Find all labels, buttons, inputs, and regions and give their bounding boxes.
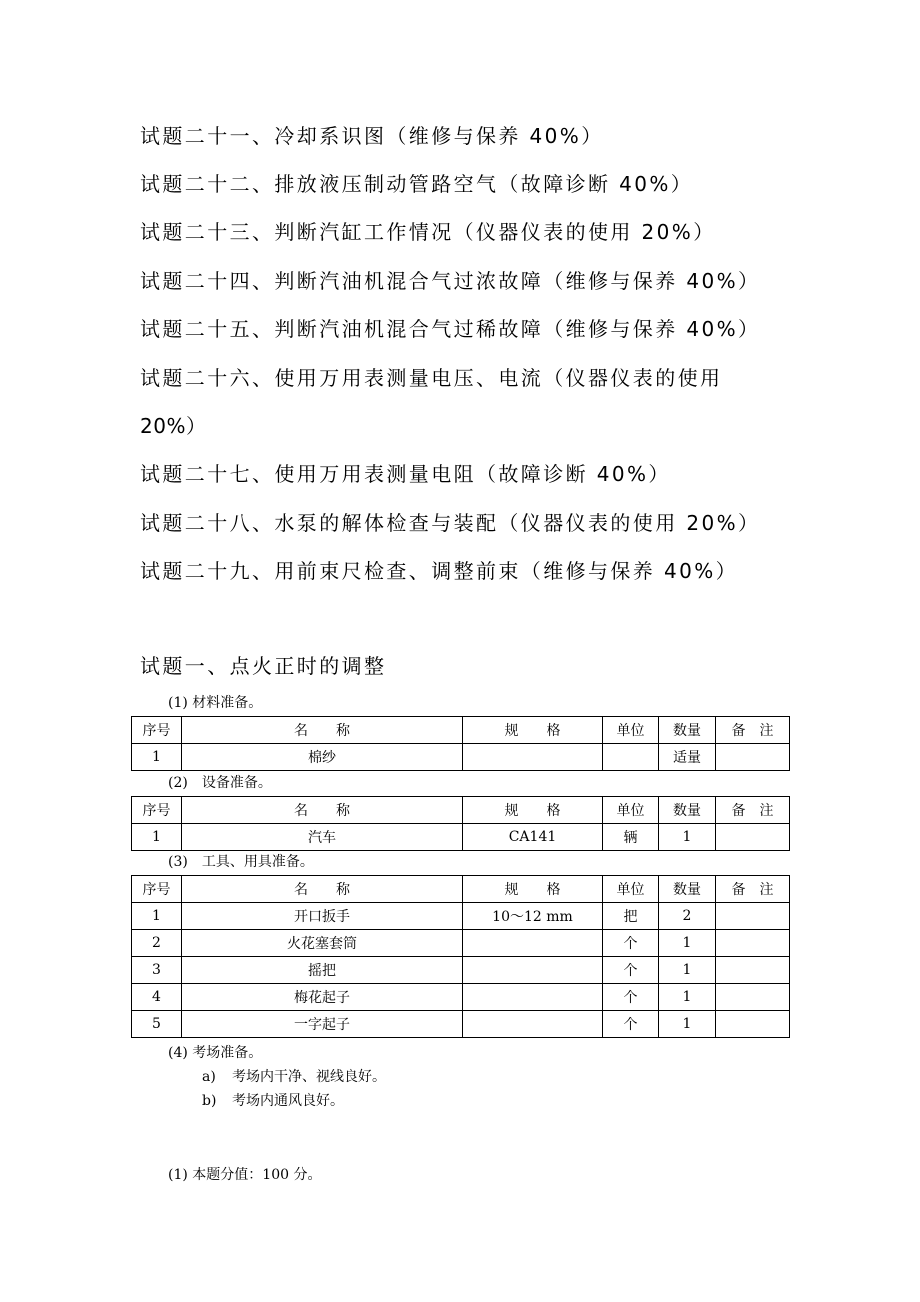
venue-label: (4) 考场准备。 (168, 1045, 263, 1061)
table-cell (716, 903, 790, 930)
section-title: 试题一、点火正时的调整 (140, 654, 387, 678)
table-cell: 个 (603, 957, 659, 984)
table-header-row (132, 876, 790, 903)
table-cell (463, 930, 603, 957)
header-cell: 单位 (603, 717, 659, 744)
topic-28: 试题二十八、水泵的解体检查与装配（仪器仪表的使用 20%） (140, 511, 761, 535)
table-header-row (132, 797, 790, 824)
header-cell: 序号 (132, 876, 182, 903)
table-cell: 3 (132, 957, 182, 984)
venue-item-marker: a) (202, 1069, 216, 1085)
table-cell: 1 (132, 903, 182, 930)
table-cell: 适量 (659, 744, 716, 771)
header-cell: 规 格 (463, 876, 603, 903)
topic-23: 试题二十三、判断汽缸工作情况（仪器仪表的使用 20%） (140, 220, 716, 244)
table-cell: 1 (659, 824, 716, 851)
venue-item-text: 考场内干净、视线良好。 (232, 1069, 386, 1085)
header-cell: 名 称 (182, 717, 463, 744)
table-cell (716, 984, 790, 1011)
table-row (132, 984, 790, 1011)
table-cell: 1 (659, 984, 716, 1011)
header-cell: 数量 (659, 876, 716, 903)
table-row (132, 1011, 790, 1038)
table-cell: 棉纱 (182, 744, 463, 771)
topic-29: 试题二十九、用前束尺检查、调整前束（维修与保养 40%） (140, 559, 739, 583)
table-cell: 5 (132, 1011, 182, 1038)
table-row (132, 744, 790, 771)
header-cell: 序号 (132, 717, 182, 744)
topic-22: 试题二十二、排放液压制动管路空气（故障诊断 40%） (140, 172, 694, 196)
table-cell: 10～12 mm (463, 903, 603, 930)
topic-27: 试题二十七、使用万用表测量电阻（故障诊断 40%） (140, 462, 671, 486)
header-cell: 名 称 (182, 876, 463, 903)
table-cell: 4 (132, 984, 182, 1011)
header-cell: 备 注 (716, 876, 790, 903)
table-cell: 1 (659, 930, 716, 957)
table-row (132, 957, 790, 984)
header-cell: 数量 (659, 797, 716, 824)
table-cell (716, 930, 790, 957)
table-cell: 1 (659, 957, 716, 984)
table-cell: 1 (132, 824, 182, 851)
table-cell: 1 (659, 1011, 716, 1038)
topic-24: 试题二十四、判断汽油机混合气过浓故障（维修与保养 40%） (140, 269, 761, 293)
table-cell: 个 (603, 1011, 659, 1038)
header-cell: 名 称 (182, 797, 463, 824)
materials-table (131, 716, 790, 771)
table-cell: 把 (603, 903, 659, 930)
table-cell (463, 744, 603, 771)
table-cell (463, 984, 603, 1011)
header-cell: 单位 (603, 876, 659, 903)
materials-label: (1) 材料准备。 (168, 695, 263, 711)
table-header-row (132, 717, 790, 744)
table-cell: 梅花起子 (182, 984, 463, 1011)
topic-21: 试题二十一、冷却系识图（维修与保养 40%） (140, 124, 604, 148)
header-cell: 规 格 (463, 717, 603, 744)
table-cell: 火花塞套筒 (182, 930, 463, 957)
topic-25: 试题二十五、判断汽油机混合气过稀故障（维修与保养 40%） (140, 317, 761, 341)
table-cell: 开口扳手 (182, 903, 463, 930)
table-cell: 一字起子 (182, 1011, 463, 1038)
table-row (132, 824, 790, 851)
table-cell (716, 957, 790, 984)
table-cell: 1 (132, 744, 182, 771)
table-cell: 汽车 (182, 824, 463, 851)
header-cell: 备 注 (716, 717, 790, 744)
table-cell: 个 (603, 930, 659, 957)
table-cell (716, 824, 790, 851)
score-note: (1) 本题分值：100 分。 (168, 1167, 322, 1183)
header-cell: 序号 (132, 797, 182, 824)
table-cell: 个 (603, 984, 659, 1011)
topic-26-continued: 20%） (140, 414, 207, 438)
header-cell: 数量 (659, 717, 716, 744)
topic-26: 试题二十六、使用万用表测量电压、电流（仪器仪表的使用 (140, 366, 723, 390)
equipment-label: (2) 设备准备。 (168, 775, 272, 791)
table-cell: 2 (659, 903, 716, 930)
table-cell: 摇把 (182, 957, 463, 984)
table-cell (463, 1011, 603, 1038)
table-row (132, 930, 790, 957)
header-cell: 规 格 (463, 797, 603, 824)
table-cell: CA141 (463, 824, 603, 851)
header-cell: 备 注 (716, 797, 790, 824)
venue-item-marker: b) (202, 1093, 217, 1109)
tools-table (131, 875, 790, 1038)
tools-label: (3) 工具、用具准备。 (168, 854, 314, 870)
table-cell: 辆 (603, 824, 659, 851)
table-cell (603, 744, 659, 771)
venue-item-text: 考场内通风良好。 (232, 1093, 344, 1109)
header-cell: 单位 (603, 797, 659, 824)
equipment-table (131, 796, 790, 851)
table-cell (716, 1011, 790, 1038)
table-cell (463, 957, 603, 984)
table-cell (716, 744, 790, 771)
table-row (132, 903, 790, 930)
table-cell: 2 (132, 930, 182, 957)
